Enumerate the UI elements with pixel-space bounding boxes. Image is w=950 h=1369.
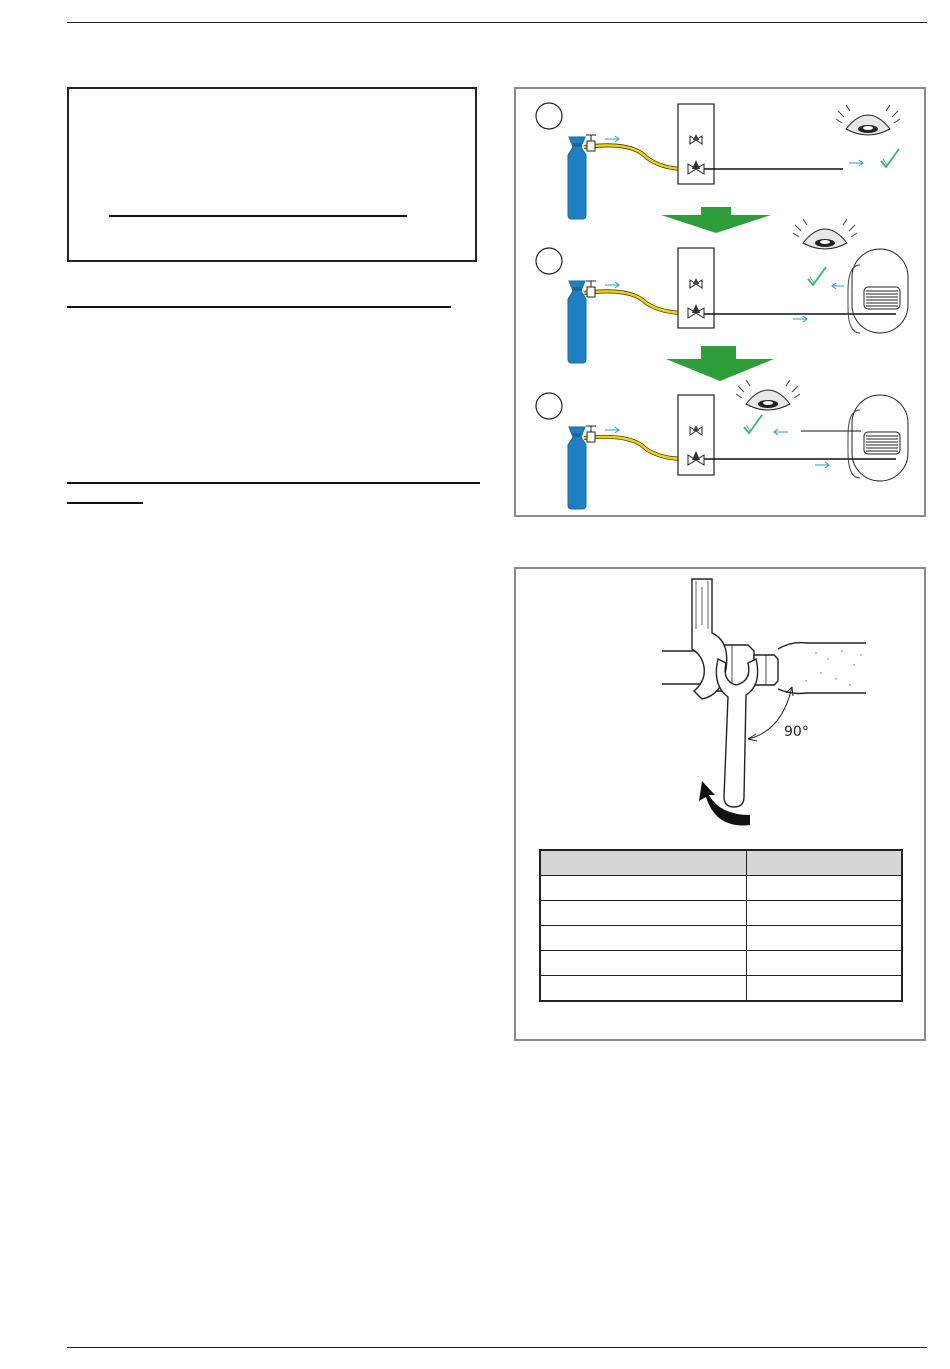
- next-step-arrow-2: [666, 346, 774, 381]
- leak-detector-icon: [793, 219, 857, 249]
- check-icon: [744, 415, 762, 433]
- section-heading-underline-2: [67, 482, 480, 484]
- table-row: [540, 901, 902, 926]
- section-heading-underline-2b: [67, 502, 143, 504]
- gas-cylinder-icon: [568, 427, 586, 509]
- angle-label: 90°: [784, 724, 809, 740]
- valve-icon: [586, 426, 596, 442]
- valve-icon: [586, 281, 596, 297]
- service-valve-box: [678, 104, 714, 184]
- pressure-test-figure: [514, 87, 926, 517]
- table-cell: [540, 901, 747, 926]
- warning-box: [67, 87, 477, 262]
- step-1-circle: [536, 103, 562, 129]
- table-cell: [747, 901, 903, 926]
- footer-rule: [67, 1347, 927, 1348]
- table-header-cell: [747, 850, 903, 876]
- table-row: [540, 976, 902, 1002]
- table-cell: [540, 926, 747, 951]
- table-cell: [747, 976, 903, 1002]
- table-cell: [747, 876, 903, 901]
- valve-icon: [586, 135, 596, 151]
- table-row: [540, 876, 902, 901]
- gas-cylinder-icon: [568, 281, 586, 363]
- table-header-cell: [540, 850, 747, 876]
- section-heading-underline-1: [67, 306, 451, 308]
- table-row: [540, 951, 902, 976]
- leak-detector-icon: [736, 380, 800, 410]
- table-cell: [540, 876, 747, 901]
- leak-detector-icon: [836, 105, 900, 135]
- header-rule: [67, 22, 927, 23]
- warning-underline: [109, 215, 407, 217]
- step-3-circle: [536, 393, 562, 419]
- table-header-row: [540, 850, 902, 876]
- check-icon: [881, 149, 899, 167]
- service-valve-box: [678, 248, 714, 328]
- table-cell: [747, 951, 903, 976]
- coil-icon: [848, 265, 900, 333]
- next-step-arrow-1: [661, 207, 771, 233]
- check-icon: [808, 267, 826, 285]
- table-cell: [540, 951, 747, 976]
- gas-cylinder-icon: [568, 137, 586, 219]
- table-cell: [540, 976, 747, 1002]
- service-valve-box: [678, 395, 714, 475]
- step-2-circle: [536, 248, 562, 274]
- torque-table: [539, 849, 903, 1002]
- pressure-test-diagram: [516, 89, 928, 519]
- table-row: [540, 926, 902, 951]
- table-cell: [747, 926, 903, 951]
